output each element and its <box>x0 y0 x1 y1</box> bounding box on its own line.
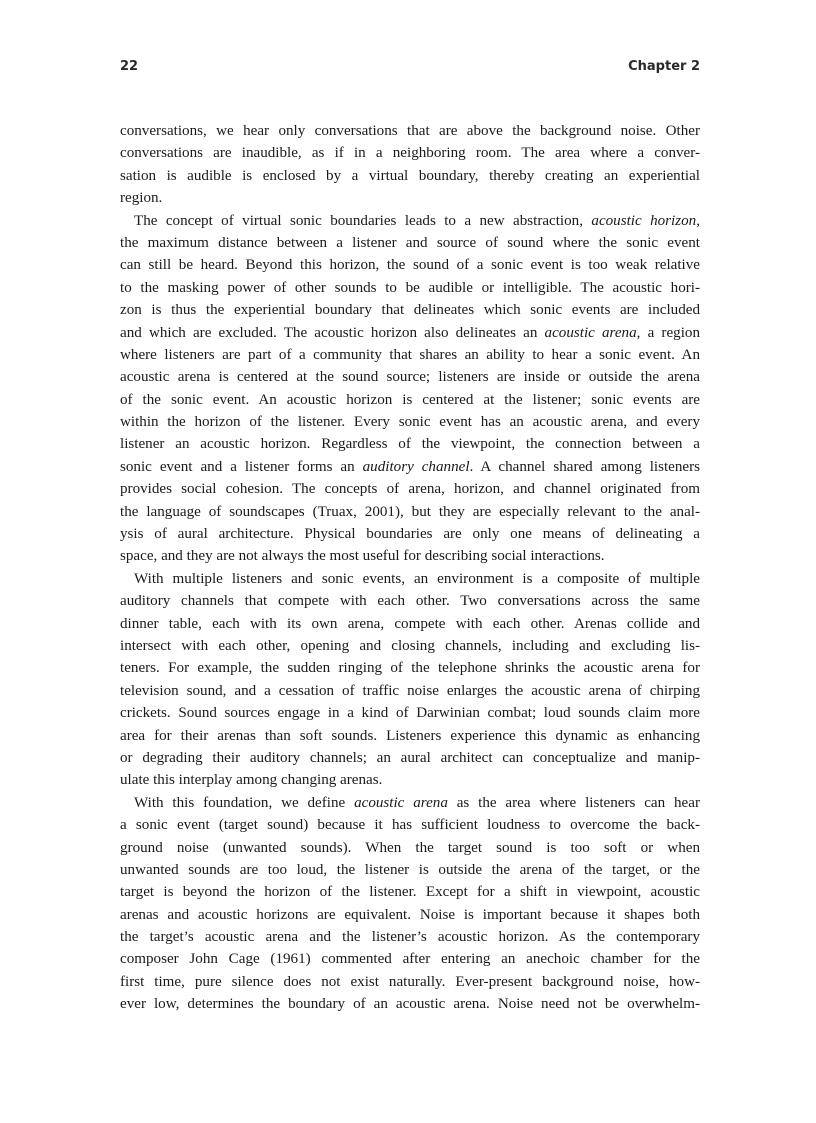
text-run: unwanted sounds are too loud, the listener is outside the arena of the target, or the <box>120 861 700 878</box>
text-run: a sonic event (target sound) because it has sufficient loudness to overcome the back- <box>120 817 700 834</box>
text-line <box>120 680 700 702</box>
text-line <box>120 299 700 321</box>
italic-term: acoustic arena <box>544 324 637 341</box>
text-line <box>120 568 700 590</box>
text-line <box>120 545 700 567</box>
text-run: within the horizon of the listener. Every sonic event has an acoustic arena, and every <box>120 414 700 431</box>
text-run: intersect with each other, opening and closing channels, including and excluding lis- <box>120 637 700 654</box>
text-line <box>120 859 700 881</box>
text-line <box>120 322 700 344</box>
text-run: of the sonic event. An acoustic horizon is centered at the listener; sonic events are <box>120 391 700 408</box>
text-run: television sound, and a cessation of traffic noise enlarges the acoustic arena of chirping <box>120 682 700 699</box>
text-line <box>120 456 700 478</box>
text-line <box>120 411 700 433</box>
text-line <box>120 501 700 523</box>
text-run: conversations, we hear only conversations that are above the background noise. Other <box>120 123 700 139</box>
text-run: teners. For example, the sudden ringing of the telephone shrinks the acoustic arena for <box>120 660 700 677</box>
paragraph <box>120 210 700 568</box>
text-line <box>120 948 700 970</box>
text-run: With this foundation, we define <box>134 794 355 811</box>
text-line <box>120 165 700 187</box>
italic-term: acoustic horizon <box>591 212 697 229</box>
text-run: sonic event and a listener forms an <box>120 458 363 475</box>
text-line <box>120 433 700 455</box>
text-run: or degrading their auditory channels; an aural architect can conceptualize and manip- <box>120 749 700 766</box>
text-run: ever low, determines the boundary of an acoustic arena. Noise need not be overwhelm- <box>120 996 700 1013</box>
text-run: auditory channels that compete with each other. Two conversations across the same <box>120 593 700 610</box>
text-line <box>120 657 700 679</box>
text-run: sation is audible is enclosed by a virtual boundary, thereby creating an experiential <box>120 167 700 184</box>
text-line <box>120 344 700 366</box>
text-run: the maximum distance between a listener and source of sound where the sonic event <box>120 234 700 251</box>
text-run: listener an acoustic horizon. Regardless of the viewpoint, the connection between a <box>120 436 700 453</box>
text-run: acoustic arena is centered at the sound source; listeners are inside or outside the arena <box>120 369 700 386</box>
text-line <box>120 769 700 791</box>
text-run: first time, pure silence does not exist naturally. Ever-present background noise, how- <box>120 973 700 990</box>
text-run: ground noise (unwanted sounds). When the target sound is too soft or when <box>120 839 700 856</box>
text-run: crickets. Sound sources engage in a kind of Darwinian combat; loud sounds claim more <box>120 705 700 722</box>
text-line <box>120 254 700 276</box>
text-run: ysis of aural architecture. Physical boundaries are only one means of delineating a <box>120 526 700 543</box>
text-line <box>120 277 700 299</box>
text-line <box>120 881 700 903</box>
running-head <box>120 59 700 77</box>
text-line <box>120 725 700 747</box>
text-line <box>120 613 700 635</box>
text-line <box>120 590 700 612</box>
text-run: zon is thus the experiential boundary that delineates which sonic events are included <box>120 302 700 319</box>
paragraph <box>120 792 700 1016</box>
text-line <box>120 389 700 411</box>
text-run: arenas and acoustic horizons are equivalent. Noise is important because it shapes both <box>120 906 700 923</box>
text-line <box>120 210 700 232</box>
text-run: , <box>696 212 700 229</box>
body-text <box>120 120 700 1016</box>
text-run: where listeners are part of a community that shares an ability to hear a sonic event. An <box>120 346 700 363</box>
text-run: target is beyond the horizon of the listener. Except for a shift in viewpoint, acoustic <box>120 884 700 901</box>
text-run: ulate this interplay among changing arenas. <box>120 772 383 789</box>
text-run: can still be heard. Beyond this horizon, the sound of a sonic event is too weak relative <box>120 257 700 274</box>
paragraph <box>120 568 700 792</box>
text-line <box>120 478 700 500</box>
text-line <box>120 635 700 657</box>
text-run: , a region <box>636 324 700 341</box>
text-run: and which are excluded. The acoustic horizon also delineates an <box>120 324 545 341</box>
text-run: the target’s acoustic arena and the listener’s acoustic horizon. As the contemporary <box>120 929 700 946</box>
text-run: region. <box>120 190 163 207</box>
text-run: conversations are inaudible, as if in a neighboring room. The area where a conver- <box>120 145 700 162</box>
text-line <box>120 747 700 769</box>
text-line <box>120 837 700 859</box>
text-line <box>120 926 700 948</box>
paragraph <box>120 120 700 210</box>
text-line <box>120 904 700 926</box>
text-run: area for their arenas than soft sounds. Listeners experience this dynamic as enhancing <box>120 727 700 744</box>
text-line <box>120 971 700 993</box>
text-line <box>120 702 700 724</box>
text-run: With multiple listeners and sonic events, an environment is a composite of multiple <box>134 570 700 587</box>
text-run: The concept of virtual sonic boundaries leads to a new abstraction, <box>134 212 592 229</box>
text-run: . A channel shared among listeners <box>469 458 701 475</box>
text-run: provides social cohesion. The concepts of arena, horizon, and channel originated from <box>120 481 700 498</box>
text-run: to the masking power of other sounds to be audible or intelligible. The acoustic hori- <box>120 279 700 296</box>
text-run: the language of soundscapes (Truax, 2001), but they are especially relevant to the anal- <box>120 503 700 520</box>
text-line <box>120 993 700 1015</box>
italic-term: acoustic arena <box>354 794 448 811</box>
text-run: dinner table, each with its own arena, compete with each other. Arenas collide and <box>120 615 700 632</box>
text-run: composer John Cage (1961) commented after entering an anechoic chamber for the <box>120 951 700 968</box>
text-run: space, and they are not always the most useful for describing social interactions. <box>120 548 605 565</box>
text-line <box>120 232 700 254</box>
chapter-label: Chapter 2 <box>628 59 700 74</box>
text-line <box>120 792 700 814</box>
text-line <box>120 142 700 164</box>
italic-term: auditory channel <box>362 458 470 475</box>
text-run: as the area where listeners can hear <box>447 794 700 811</box>
text-line <box>120 366 700 388</box>
text-line <box>120 814 700 836</box>
text-line <box>120 523 700 545</box>
text-line <box>120 187 700 209</box>
page-number: 22 <box>120 59 139 74</box>
text-line <box>120 120 700 142</box>
